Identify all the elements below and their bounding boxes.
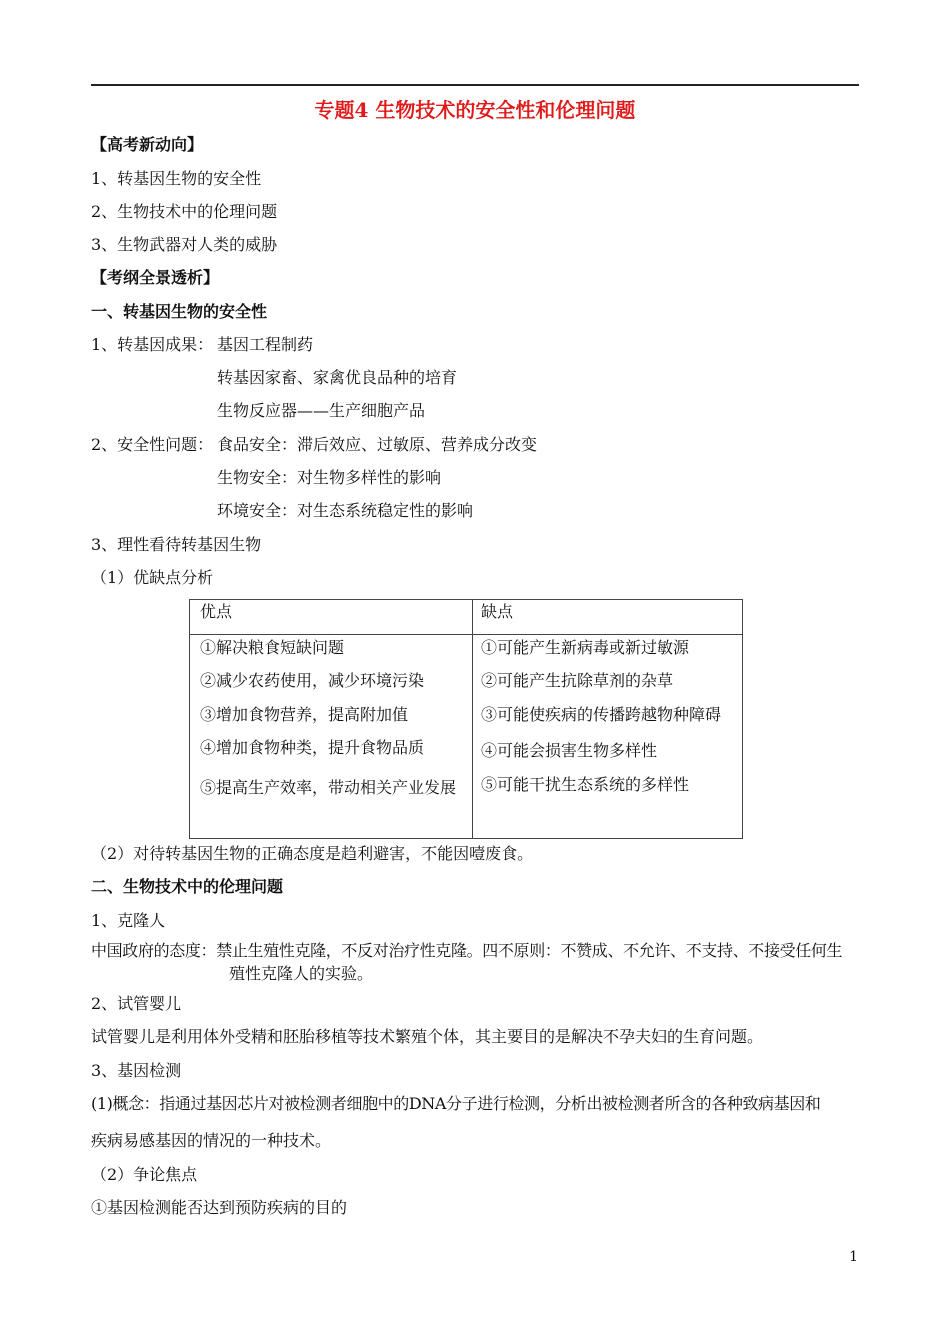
- part1-p1-label: 1、转基因成果：: [91, 335, 214, 354]
- part2-c1-text: 中国政府的态度：禁止生殖性克隆，不反对治疗性克隆。四不原则：不赞成、不允许、不支持、不接受任何生: [91, 941, 843, 960]
- part2-c1: 1、克隆人: [91, 911, 166, 930]
- trend-item: 1、转基因生物的安全性: [91, 169, 262, 188]
- cons-item: ⑤可能干扰生态系统的多样性: [481, 775, 690, 794]
- part1-p2-item: 食品安全：滞后效应、过敏原、营养成分改变: [217, 435, 538, 454]
- part1-p2-label: 2、安全性问题：: [91, 435, 214, 454]
- header-rule: [91, 84, 859, 86]
- cons-item: ④可能会损害生物多样性: [481, 741, 658, 760]
- cons-item: ①可能产生新病毒或新过敏源: [481, 638, 690, 657]
- part2-c3-sub2: （2）争论焦点: [91, 1165, 198, 1184]
- part2-heading: 二、生物技术中的伦理问题: [91, 877, 284, 896]
- part2-c1-text-cont: 殖性克隆人的实验。: [229, 964, 374, 983]
- trends-heading: 【高考新动向】: [91, 135, 204, 154]
- part1-p3: 3、理性看待转基因生物: [91, 535, 262, 554]
- part2-c2: 2、试管婴儿: [91, 994, 182, 1013]
- pros-item: ③增加食物营养，提高附加值: [200, 705, 409, 724]
- pros-item: ⑤提高生产效率，带动相关产业发展: [200, 778, 457, 797]
- page-number: 1: [849, 1249, 858, 1265]
- pros-cons-table: [189, 599, 743, 839]
- table-divider: [472, 600, 473, 838]
- trend-item: 3、生物武器对人类的威胁: [91, 235, 278, 254]
- part2-c2-text: 试管婴儿是利用体外受精和胚胎移植等技术繁殖个体，其主要目的是解决不孕夫妇的生育问题。: [91, 1027, 764, 1046]
- part1-p1-item: 基因工程制药: [217, 335, 314, 354]
- table-header-pros: 优点: [200, 602, 233, 621]
- part1-p3-sub1: （1）优缺点分析: [91, 568, 214, 587]
- table-header-rule: [190, 634, 742, 635]
- page-title: 专题4 生物技术的安全性和伦理问题: [314, 98, 636, 122]
- table-header-cons: 缺点: [481, 602, 514, 621]
- part1-p1-item: 转基因家畜、家禽优良品种的培育: [217, 368, 458, 387]
- part1-p3-sub2: （2）对待转基因生物的正确态度是趋利避害，不能因噎废食。: [91, 844, 534, 863]
- part1-p1-item: 生物反应器——生产细胞产品: [217, 401, 426, 420]
- part2-c3-point1: ①基因检测能否达到预防疾病的目的: [91, 1198, 348, 1217]
- part2-c3-def-cont: 疾病易感基因的情况的一种技术。: [91, 1131, 332, 1150]
- part1-p2-item: 生物安全：对生物多样性的影响: [217, 468, 442, 487]
- cons-item: ③可能使疾病的传播跨越物种障碍: [481, 705, 722, 724]
- outline-heading: 【考纲全景透析】: [91, 268, 220, 287]
- trend-item: 2、生物技术中的伦理问题: [91, 202, 278, 221]
- pros-item: ①解决粮食短缺问题: [200, 638, 345, 657]
- part1-p2-item: 环境安全：对生态系统稳定性的影响: [217, 501, 474, 520]
- part2-c3-def: (1)概念：指通过基因芯片对被检测者细胞中的DNA分子进行检测，分析出被检测者所含的各种致病基因和: [91, 1094, 821, 1113]
- pros-item: ④增加食物种类，提升食物品质: [200, 738, 425, 757]
- pros-item: ②减少农药使用，减少环境污染: [200, 671, 425, 690]
- part2-c3: 3、基因检测: [91, 1061, 182, 1080]
- part1-heading: 一、转基因生物的安全性: [91, 302, 268, 321]
- cons-item: ②可能产生抗除草剂的杂草: [481, 671, 674, 690]
